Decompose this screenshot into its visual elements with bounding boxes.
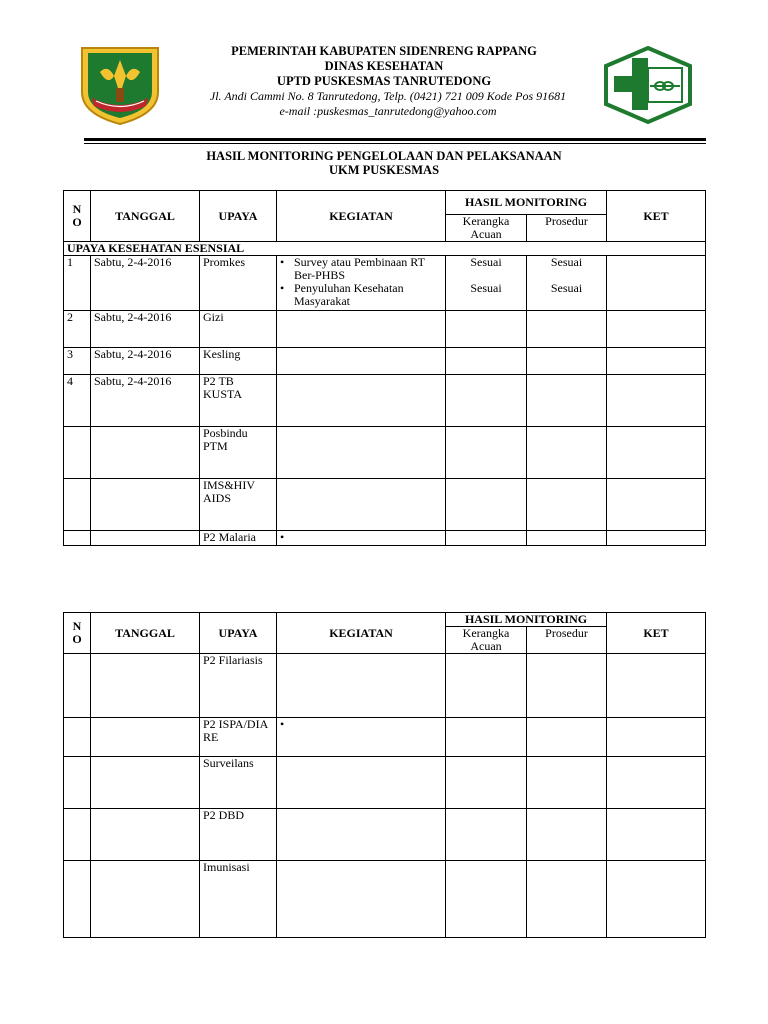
cell-kerangka <box>446 654 527 718</box>
cell-no <box>64 861 91 938</box>
cell-prosedur <box>527 311 607 348</box>
table-row <box>64 718 706 757</box>
col-header-kerangka: Kerangka Acuan <box>446 215 527 242</box>
cell-upaya: P2 DBD <box>200 809 277 861</box>
cell-upaya: P2 ISPA/DIA RE <box>200 718 277 757</box>
bullet-icon: • <box>280 717 285 731</box>
document-title-line1: HASIL MONITORING PENGELOLAAN DAN PELAKSANAAN <box>206 149 562 163</box>
cell-kegiatan <box>277 256 446 311</box>
table-row <box>64 479 706 531</box>
monitoring-table-1 <box>63 190 706 546</box>
cell-prosedur <box>527 757 607 809</box>
cell-prosedur <box>527 718 607 757</box>
cell-no <box>64 427 91 479</box>
cell-ket <box>607 861 706 938</box>
cell-kegiatan <box>277 718 446 757</box>
table-row <box>64 427 706 479</box>
table-row <box>64 256 706 311</box>
cell-upaya: Kesling <box>200 348 277 375</box>
cell-kegiatan <box>277 531 446 546</box>
monitoring-table-2 <box>63 612 706 938</box>
cell-no <box>64 809 91 861</box>
cell-upaya: Gizi <box>200 311 277 348</box>
cell-kegiatan <box>277 348 446 375</box>
cell-no: 4 <box>64 375 91 427</box>
cell-kegiatan <box>277 757 446 809</box>
table-row <box>64 531 706 546</box>
col-header-hasil-monitoring: HASIL MONITORING <box>446 191 607 215</box>
cell-ket <box>607 311 706 348</box>
cell-ket <box>607 531 706 546</box>
col-header-kegiatan: KEGIATAN <box>277 613 446 654</box>
cell-kerangka <box>446 861 527 938</box>
cell-ket <box>607 654 706 718</box>
bullet-icon: • <box>280 281 285 295</box>
cell-prosedur <box>527 861 607 938</box>
col-header-ket: KET <box>607 191 706 242</box>
col-header-tanggal: TANGGAL <box>91 613 200 654</box>
cell-kegiatan <box>277 654 446 718</box>
kegiatan-item: • Penyuluhan Kesehatan Masyarakat <box>280 281 404 308</box>
cell-ket <box>607 479 706 531</box>
document-title-line2: UKM PUSKESMAS <box>328 163 440 177</box>
cell-kerangka <box>446 427 527 479</box>
cell-tanggal <box>91 757 200 809</box>
cell-kegiatan <box>277 427 446 479</box>
cell-no <box>64 718 91 757</box>
cell-prosedur <box>527 479 607 531</box>
cell-prosedur <box>527 348 607 375</box>
col-header-no: N O <box>64 191 91 242</box>
header-department: DINAS KESEHATAN <box>324 59 444 73</box>
cell-tanggal: Sabtu, 2-4-2016 <box>91 311 200 348</box>
col-header-kerangka: Kerangka Acuan <box>446 627 527 654</box>
kegiatan-item: • Survey atau Pembinaan RT Ber-PHBS <box>280 255 425 282</box>
cell-no <box>64 531 91 546</box>
header-email: e-mail :puskesmas_tanrutedong@yahoo.com <box>279 104 497 118</box>
cell-tanggal: Sabtu, 2-4-2016 <box>91 375 200 427</box>
cell-tanggal <box>91 861 200 938</box>
cell-upaya: IMS&HIV AIDS <box>200 479 277 531</box>
bullet-icon: • <box>280 255 285 269</box>
cell-no: 2 <box>64 311 91 348</box>
cell-tanggal <box>91 531 200 546</box>
col-header-kegiatan: KEGIATAN <box>277 191 446 242</box>
header-address: Jl. Andi Cammi No. 8 Tanrutedong, Telp. (0421) 721 009 Kode Pos 91681 <box>209 89 567 103</box>
cell-kegiatan <box>277 479 446 531</box>
header-rule-thin <box>84 143 706 144</box>
table-row <box>64 311 706 348</box>
cell-prosedur <box>527 809 607 861</box>
header-government: PEMERINTAH KABUPATEN SIDENRENG RAPPANG <box>231 44 537 58</box>
cell-prosedur <box>527 654 607 718</box>
section-row: UPAYA KESEHATAN ESENSIAL <box>64 242 706 256</box>
cell-prosedur <box>527 427 607 479</box>
table-row <box>64 654 706 718</box>
cell-kerangka <box>446 757 527 809</box>
cell-upaya: Surveilans <box>200 757 277 809</box>
table-row <box>64 375 706 427</box>
col-header-ket: KET <box>607 613 706 654</box>
cell-upaya: P2 TB KUSTA <box>200 375 277 427</box>
cell-kegiatan <box>277 375 446 427</box>
cell-upaya: Imunisasi <box>200 861 277 938</box>
cell-kegiatan <box>277 809 446 861</box>
cell-kerangka: Sesuai Sesuai <box>446 256 527 311</box>
cell-no <box>64 479 91 531</box>
cell-no <box>64 654 91 718</box>
cell-tanggal <box>91 479 200 531</box>
cell-ket <box>607 256 706 311</box>
cell-kerangka <box>446 809 527 861</box>
col-header-tanggal: TANGGAL <box>91 191 200 242</box>
cell-ket <box>607 809 706 861</box>
header-rule-thick <box>84 138 706 141</box>
cell-no: 1 <box>64 256 91 311</box>
cell-kerangka <box>446 479 527 531</box>
cell-ket <box>607 375 706 427</box>
cell-ket <box>607 427 706 479</box>
col-header-upaya: UPAYA <box>200 191 277 242</box>
table-row <box>64 809 706 861</box>
cell-ket <box>607 348 706 375</box>
cell-upaya: P2 Filariasis <box>200 654 277 718</box>
cell-kerangka <box>446 311 527 348</box>
cell-upaya: P2 Malaria <box>200 531 277 546</box>
col-header-hasil-monitoring: HASIL MONITORING <box>446 613 607 627</box>
cell-prosedur: Sesuai Sesuai <box>527 256 607 311</box>
cell-kerangka <box>446 531 527 546</box>
bullet-icon: • <box>280 530 285 544</box>
col-header-prosedur: Prosedur <box>527 627 607 654</box>
col-header-prosedur: Prosedur <box>527 215 607 242</box>
cell-tanggal: Sabtu, 2-4-2016 <box>91 348 200 375</box>
cell-kegiatan <box>277 311 446 348</box>
cell-kerangka <box>446 718 527 757</box>
table-row <box>64 348 706 375</box>
col-header-no: N O <box>64 613 91 654</box>
cell-ket <box>607 718 706 757</box>
table-row <box>64 757 706 809</box>
cell-kerangka <box>446 375 527 427</box>
cell-tanggal <box>91 809 200 861</box>
cell-no: 3 <box>64 348 91 375</box>
cell-upaya: Promkes <box>200 256 277 311</box>
header-unit: UPTD PUSKESMAS TANRUTEDONG <box>276 74 492 88</box>
cell-prosedur <box>527 531 607 546</box>
cell-kerangka <box>446 348 527 375</box>
cell-tanggal <box>91 718 200 757</box>
cell-tanggal <box>91 654 200 718</box>
cell-kegiatan <box>277 861 446 938</box>
cell-ket <box>607 757 706 809</box>
table-row <box>64 861 706 938</box>
cell-upaya: Posbindu PTM <box>200 427 277 479</box>
col-header-upaya: UPAYA <box>200 613 277 654</box>
cell-tanggal <box>91 427 200 479</box>
cell-tanggal: Sabtu, 2-4-2016 <box>91 256 200 311</box>
cell-no <box>64 757 91 809</box>
cell-prosedur <box>527 375 607 427</box>
